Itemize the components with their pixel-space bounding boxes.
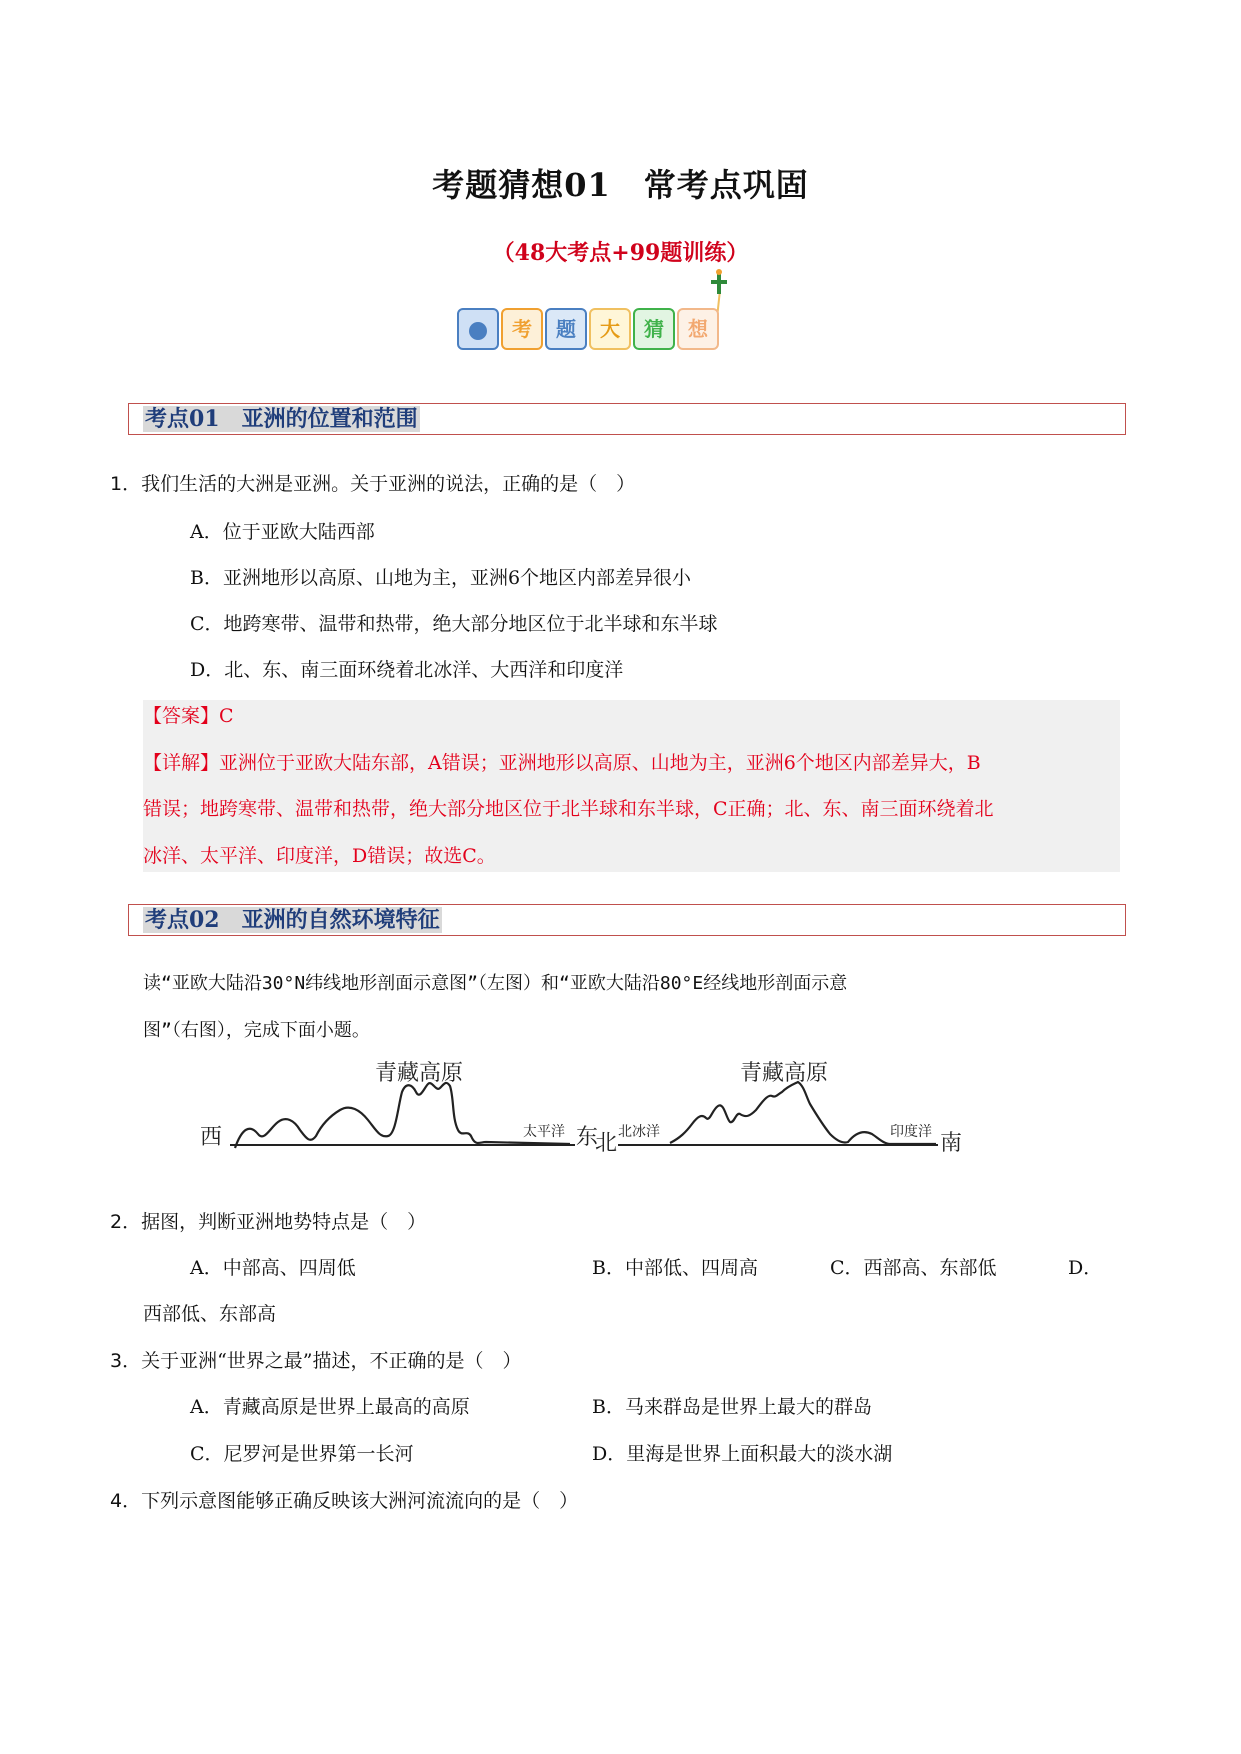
page-subtitle: （48大考点+99题训练） [492, 240, 749, 266]
explanation-line-2: 错误；地跨寒带、温带和热带，绝大部分地区位于北半球和东半球，C正确；北、东、南三面环绕着北 [143, 798, 994, 820]
q2-option-d: D． [1068, 1257, 1103, 1279]
explanation-line-1: 【详解】亚洲位于亚欧大陆东部，A错误；亚洲地形以高原、山地为主，亚洲6个地区内部差异大，B [143, 752, 981, 774]
banner-char-5: 想 [677, 308, 719, 350]
q3-option-d: D．里海是世界上面积最大的淡水湖 [592, 1443, 893, 1465]
page-title: 考题猜想01 常考点巩固 [432, 166, 809, 204]
right-south-label: 南 [940, 1131, 963, 1156]
q3-option-c: C．尼罗河是世界第一长河 [190, 1443, 414, 1465]
question-text: 下列示意图能够正确反映该大洲河流流向的是（ ） [141, 1490, 579, 1512]
banner-graphic [455, 268, 815, 360]
section-header-1 [128, 403, 1126, 435]
intro-line-2: 图”（右图），完成下面小题。 [143, 1020, 370, 1041]
question-text: 关于亚洲“世界之最”描述，不正确的是（ ） [141, 1350, 522, 1372]
left-west-label: 西 [200, 1125, 223, 1150]
right-profile [595, 1061, 962, 1156]
question-number: 2． [110, 1211, 142, 1233]
intro-line-1: 读“亚欧大陆沿30°N纬线地形剖面示意图”（左图）和“亚欧大陆沿80°E经线地形剖面示意 [143, 973, 848, 994]
q1-option-c: C．地跨寒带、温带和热带，绝大部分地区位于北半球和东半球 [190, 613, 718, 635]
banner-char-2: 题 [545, 308, 587, 350]
question-number: 3． [110, 1350, 142, 1372]
question-4-stem [110, 1487, 578, 1515]
explanation-line-3: 冰洋、太平洋、印度洋，D错误；故选C。 [143, 845, 496, 867]
section-label-1: 考点01 亚洲的位置和范围 [145, 406, 418, 432]
q2-option-b: B．中部低、四周高 [592, 1257, 758, 1279]
question-2-stem [110, 1208, 426, 1236]
question-number: 1． [110, 473, 142, 495]
answer-label: 【答案】C [143, 705, 234, 727]
q2-option-a: A．中部高、四周低 [190, 1257, 356, 1279]
left-profile [200, 1061, 598, 1150]
right-peak-label: 青藏高原 [740, 1061, 829, 1086]
question-text: 据图，判断亚洲地势特点是（ ） [141, 1211, 427, 1233]
q3-option-a: A．青藏高原是世界上最高的高原 [190, 1396, 470, 1418]
left-ocean-label: 太平洋 [523, 1124, 565, 1140]
question-number: 4． [110, 1490, 142, 1512]
q1-option-b: B．亚洲地形以高原、山地为主，亚洲6个地区内部差异很小 [190, 567, 692, 589]
q1-option-a: A．位于亚欧大陆西部 [190, 521, 375, 543]
q2-option-c: C．西部高、东部低 [830, 1257, 997, 1279]
banner-char-1: 考 [501, 308, 543, 350]
right-ocean-north-label: 北冰洋 [618, 1124, 660, 1140]
banner-char-3: 大 [589, 308, 631, 350]
section-header-2 [128, 904, 1126, 936]
section-label-2: 考点02 亚洲的自然环境特征 [145, 907, 440, 933]
left-east-label: 东 [576, 1125, 599, 1150]
right-ocean-south-label: 印度洋 [890, 1124, 932, 1140]
q3-option-b: B．马来群岛是世界上最大的群岛 [592, 1396, 872, 1418]
banner-circle-box [457, 308, 499, 350]
q1-option-d: D．北、东、南三面环绕着北冰洋、大西洋和印度洋 [190, 659, 624, 681]
q2-option-d-text: 西部低、东部高 [143, 1303, 277, 1325]
terrain-profile-diagrams [190, 1058, 1050, 1168]
question-text: 我们生活的大洲是亚洲。关于亚洲的说法，正确的是（ ） [141, 473, 636, 495]
right-north-label: 北 [595, 1131, 618, 1156]
question-1-stem [110, 470, 635, 498]
question-3-stem [110, 1347, 522, 1375]
banner-char-4: 猜 [633, 308, 675, 350]
left-peak-label: 青藏高原 [375, 1061, 464, 1086]
